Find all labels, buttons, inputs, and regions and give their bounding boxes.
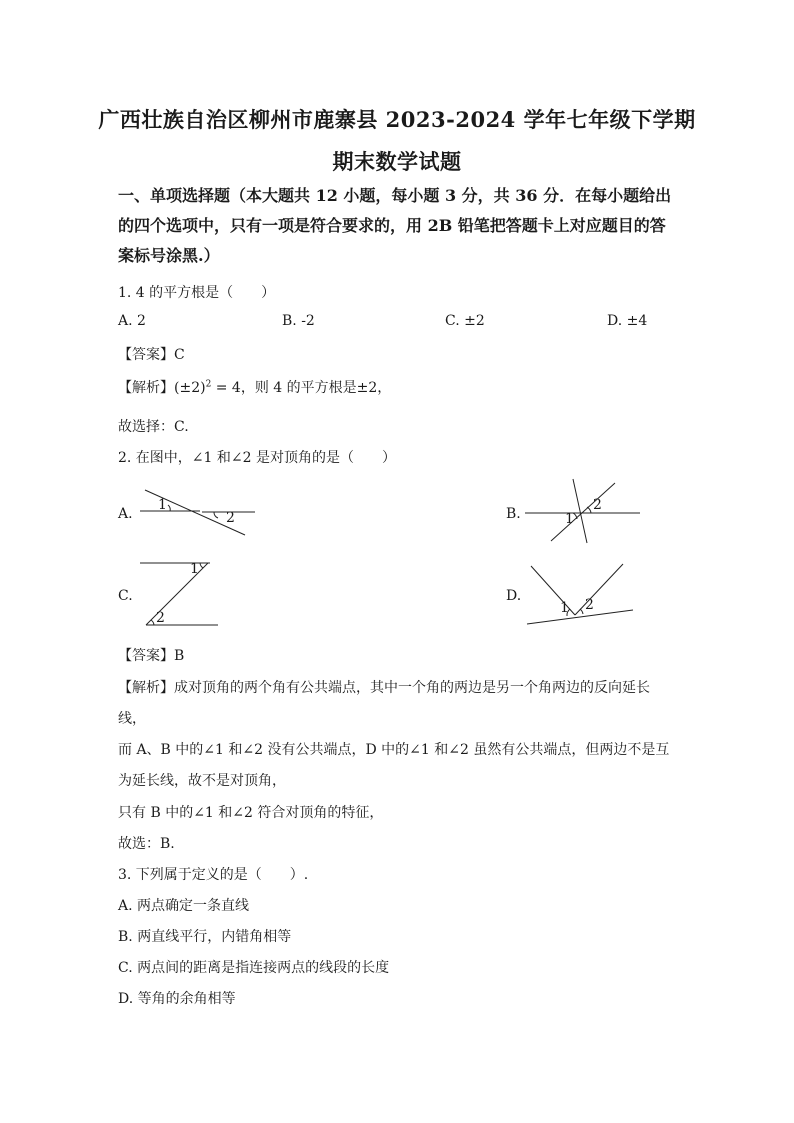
figure-a-angle2-arc (214, 512, 218, 518)
q3-option-a: A. 两点确定一条直线 (118, 898, 250, 914)
figure-a-angle1-arc (168, 505, 170, 511)
figure-c-angle2-arc (151, 620, 154, 625)
q2-stem: 2. 在图中，∠1 和∠2 是对顶角的是（ ） (118, 450, 396, 466)
q3-option-b: B. 两直线平行，内错角相等 (118, 929, 292, 945)
figure-b-line-1 (573, 479, 587, 543)
q2-analysis-line3: 而 A、B 中的∠1 和∠2 没有公共端点，D 中的∠1 和∠2 虽然有公共端点，但两边不是互 (118, 742, 670, 758)
q1-analysis-exponent: 2 (205, 379, 212, 390)
q1-option-b: B. -2 (282, 313, 315, 329)
figure-b-svg (525, 477, 645, 547)
q1-stem: 1. 4 的平方根是（ ） (118, 285, 276, 301)
figure-b-angle2-arc (587, 507, 591, 513)
q2-figure-b (525, 477, 645, 547)
figure-c-svg (138, 558, 228, 630)
q3-option-d: D. 等角的余角相等 (118, 991, 236, 1007)
q1-analysis-suffix: = 4，则 4 的平方根是±2， (211, 380, 392, 396)
figure-d-right-ray (575, 564, 623, 615)
q2-analysis-line1: 【解析】成对顶角的两个角有公共端点，其中一个角的两边是另一个角两边的反向延长 (118, 680, 650, 696)
q1-answer: 【答案】C (118, 347, 185, 363)
figure-d-angle2-arc (580, 609, 583, 614)
q3-option-c: C. 两点间的距离是指连接两点的线段的长度 (118, 960, 390, 976)
q1-option-d: D. ±4 (607, 313, 648, 329)
q2-conclusion: 故选：B. (118, 836, 175, 852)
q2-figure-d (525, 560, 645, 630)
q2-option-d-label: D. (506, 588, 522, 604)
q2-analysis-line4: 为延长线，故不是对顶角， (118, 773, 286, 789)
q1-analysis-prefix: 【解析】(±2) (118, 380, 206, 396)
q1-conclusion: 故选择：C. (118, 419, 189, 435)
doc-title-line1: 广西壮族自治区柳州市鹿寨县 2023-2024 学年七年级下学期 (98, 107, 696, 132)
figure-c-angle1-arc (200, 563, 203, 568)
figure-d-base-line (527, 610, 633, 624)
q1-option-a: A. 2 (118, 313, 146, 329)
figure-b-label-1: 1 (565, 511, 574, 527)
figure-d-label-2: 2 (585, 597, 594, 613)
q2-option-c-label: C. (118, 588, 133, 604)
q1-option-c: C. ±2 (445, 313, 485, 329)
figure-c-label-2: 2 (156, 610, 165, 626)
figure-c-label-1: 1 (190, 561, 199, 577)
q2-answer: 【答案】B (118, 648, 185, 664)
doc-title-line2: 期末数学试题 (332, 149, 462, 174)
q2-option-b-label: B. (506, 506, 521, 522)
q2-figure-c (138, 558, 228, 630)
q2-analysis-line5: 只有 B 中的∠1 和∠2 符合对顶角的特征， (118, 805, 384, 821)
q3-stem: 3. 下列属于定义的是（ ）. (118, 867, 309, 883)
figure-b-label-2: 2 (593, 497, 602, 513)
figure-d-label-1: 1 (560, 600, 569, 616)
q2-analysis-line2: 线， (118, 711, 146, 727)
q2-figure-a (130, 485, 270, 540)
figure-b-line-2 (551, 483, 615, 541)
figure-a-label-2: 2 (226, 510, 235, 526)
figure-a-svg (130, 485, 270, 540)
figure-d-svg (525, 560, 645, 630)
q2-option-a-label: A. (118, 506, 133, 522)
section-heading: 一、单项选择题（本大题共 12 小题，每小题 3 分，共 36 分．在每小题给出的四个选项中，只有一项是符合要求的，用 2B 铅笔把答题卡上对应题目的答案标号涂黑.） (118, 186, 672, 265)
q1-analysis (118, 377, 391, 397)
figure-a-label-1: 1 (158, 497, 167, 513)
